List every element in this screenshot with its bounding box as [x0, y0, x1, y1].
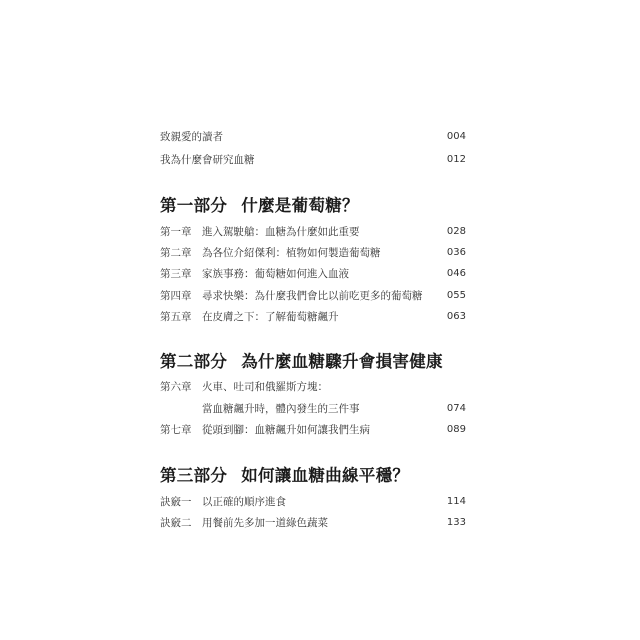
chapter-number: 第七章	[160, 424, 192, 436]
entry-title: 火車、吐司和俄羅斯方塊：	[202, 381, 328, 393]
part-label: 第三部分	[160, 466, 228, 485]
page-number: 063	[446, 311, 466, 322]
toc-entry-chapter-4[interactable]	[160, 287, 466, 305]
entry-title-continued: 當血糖飆升時，體內發生的三件事	[202, 403, 360, 415]
entry-title: 為各位介紹傑利：植物如何製造葡萄糖	[202, 247, 381, 259]
entry-title: 家族事務：葡萄糖如何進入血液	[202, 268, 349, 280]
part-title: 如何讓血糖曲線平穩？	[241, 466, 410, 485]
chapter-number: 第一章	[160, 226, 192, 238]
page-number: 036	[446, 247, 466, 258]
part-heading-2	[160, 348, 443, 372]
entry-title: 從頭到腳：血糖飆升如何讓我們生病	[202, 424, 370, 436]
toc-entry-chapter-6[interactable]	[160, 378, 466, 396]
page-number: 046	[446, 268, 466, 279]
toc-entry-chapter-1[interactable]	[160, 223, 466, 241]
entry-title: 我為什麼會研究血糖	[160, 154, 255, 166]
toc-entry-tip-2[interactable]	[160, 514, 466, 532]
entry-title: 以正確的順序進食	[202, 496, 286, 508]
toc-entry-chapter-6-cont[interactable]	[160, 400, 466, 418]
part-label: 第一部分	[160, 196, 228, 215]
entry-title: 進入駕駛艙：血糖為什麼如此重要	[202, 226, 360, 238]
toc-entry-preface[interactable]	[160, 128, 466, 146]
part-title: 為什麼血糖驟升會損害健康	[241, 352, 443, 371]
chapter-number: 第五章	[160, 311, 192, 323]
page-number: 089	[446, 424, 466, 435]
page-number: 074	[446, 403, 466, 414]
entry-title: 用餐前先多加一道綠色蔬菜	[202, 517, 328, 529]
page-number: 055	[446, 290, 466, 301]
chapter-number: 第二章	[160, 247, 192, 259]
toc-entry-chapter-2[interactable]	[160, 244, 466, 262]
toc-entry-chapter-3[interactable]	[160, 265, 466, 283]
part-title: 什麼是葡萄糖？	[241, 196, 359, 215]
toc-entry-why-research[interactable]	[160, 151, 466, 169]
chapter-number: 第四章	[160, 290, 192, 302]
page-number: 012	[446, 154, 466, 165]
part-label: 第二部分	[160, 352, 228, 371]
page-number: 133	[446, 517, 466, 528]
page-number: 004	[446, 131, 466, 142]
toc-entry-chapter-5[interactable]	[160, 308, 466, 326]
toc-entry-tip-1[interactable]	[160, 493, 466, 511]
entry-title: 在皮膚之下：了解葡萄糖飆升	[202, 311, 339, 323]
page-number: 114	[446, 496, 466, 507]
chapter-number: 訣竅二	[160, 517, 192, 529]
toc-entry-chapter-7[interactable]	[160, 421, 466, 439]
chapter-number: 第三章	[160, 268, 192, 280]
part-heading-1	[160, 192, 359, 216]
entry-title: 尋求快樂：為什麼我們會比以前吃更多的葡萄糖	[202, 290, 423, 302]
part-heading-3	[160, 462, 409, 486]
entry-title: 致親愛的讀者	[160, 131, 223, 143]
chapter-number: 訣竅一	[160, 496, 192, 508]
chapter-number: 第六章	[160, 381, 192, 393]
page-number: 028	[446, 226, 466, 237]
